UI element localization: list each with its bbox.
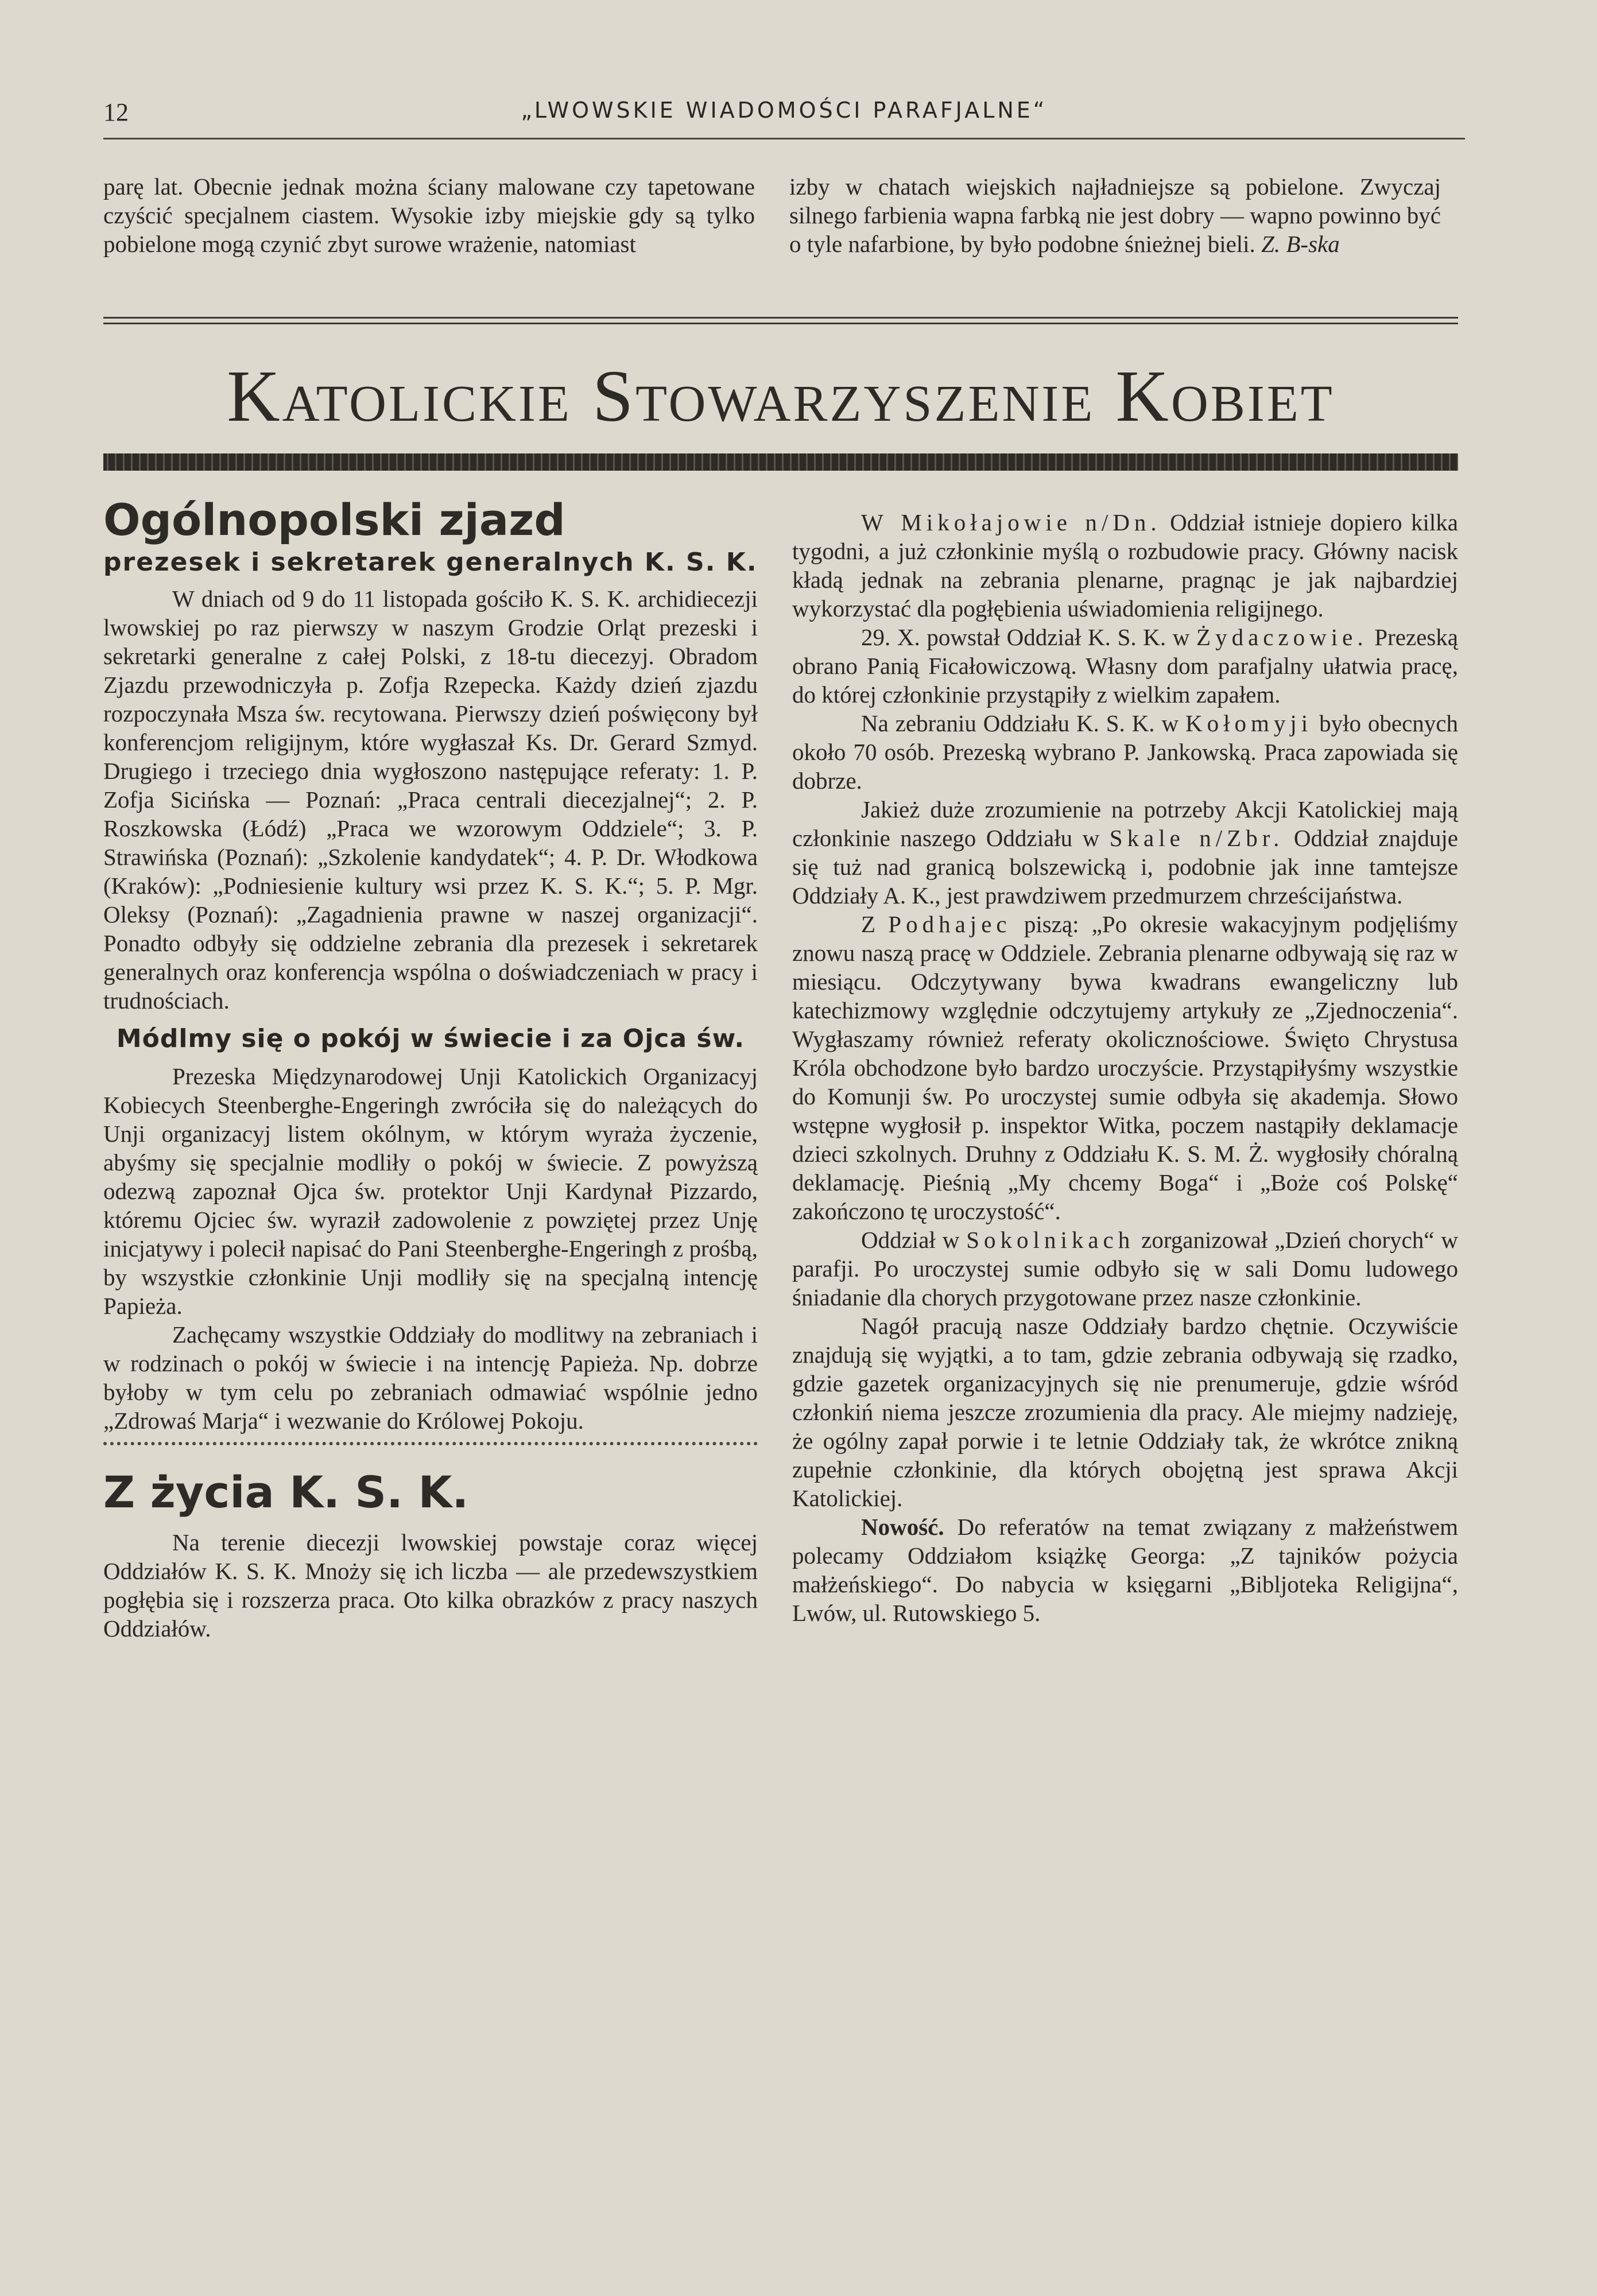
page-number: 12 <box>103 98 129 126</box>
section-ornament-band <box>103 453 1458 471</box>
article-title-life: Z życia K. S. K. <box>103 1467 469 1518</box>
article-paragraph: W dniach od 9 do 11 listopada gościło K. S. K. archidiecezji lwowskiej po raz pierwszy w naszym Grodzie Orląt prezeski i sekretarki generalne z całej Polski, z 18-tu diecezyj. Obradom Zjazdu przewodniczyła p. Zofja Rzepecka. Każdy dzień zjazdu rozpoczynała Msza św. recytowana. Pierwszy dzień poświęcony był konferencjom religijnym, które wygłaszał Ks. Dr. Gerard Szmyd. Drugiego i trzeciego dnia wygłoszono następujące referaty: 1. P. Zofja Sicińska — Poznań: „Praca centrali diecezjalnej“; 2. P. Roszkowska (Łódź) „Praca we wzorowym Oddziele“; 3. P. Strawińska (Poznań): „Szkolenie kandydatek“; 4. P. Dr. Włodkowa (Kraków): „Podniesienie kultury wsi przez K. S. K.“; 5. P. Mgr. Oleksy (Poznań): „Zagadnienia prawne w naszej organizacji“. Ponadto odbyły się oddzielne zebrania dla prezesek i sekretarek generalnych oraz konferencja wspólna o doświadczeniach w pracy i trudnościach. <box>103 585 758 1014</box>
place-name: Podhajec <box>888 911 1011 937</box>
place-name: Żydaczowie. <box>1196 624 1368 650</box>
report-kolomyja <box>792 709 1458 795</box>
report-text: Z <box>861 911 889 937</box>
article-subtitle-congress: prezesek i sekretarek generalnych K. S. K. <box>103 548 758 577</box>
section-rule-top <box>103 317 1458 319</box>
report-text: Na zebraniu Oddziału K. S. K. w <box>861 710 1185 736</box>
place-name: Kołomyji <box>1185 710 1313 736</box>
report-text: było obecnych około 70 osób. Prezeską wybrano P. Jankowską. Praca zapowiada się dobrze. <box>792 710 1458 794</box>
report-summary: Nagół pracują nasze Oddziały bardzo chętnie. Oczywiście znajdują się wyjątki, a to tam, gdzie zebrania odbywają się rzadko, gdzie gazetek organizacyjnych się nie prenumeruje, gdzie wśród członkiń niema jeszcze zrozumienia dla pracy. Ale miejmy nadzieję, że ogólny zapał porwie i te letnie Oddziały tak, że wkrótce znikną zupełnie członkinie, dla których obojętną jest sprawa Akcji Katolickiej. <box>792 1313 1458 1511</box>
report-text: Prezeską obrano Panią Ficałowiczową. Własny dom parafjalny ułatwia pracę, do której członkinie przystąpiły z wielkim zapałem. <box>792 624 1458 708</box>
report-mikolajow <box>792 508 1458 623</box>
article-paragraph: Zachęcamy wszystkie Oddziały do modlitwy na zebraniach i w rodzinach o pokój w świecie i na intencję Papieża. Np. dobrze byłoby w tym celu po zebraniach odmawiać wspólnie jedno „Zdrowaś Marja“ i wezwanie do Królowej Pokoju. <box>103 1321 758 1434</box>
report-novelty <box>792 1512 1458 1627</box>
top-continuation <box>103 172 1458 339</box>
report-text: Do referatów na temat związany z małżeństwem polecamy Oddziałom książkę Georga: „Z tajników pożycia małżeńskiego“. Do nabycia w księgarni „Bibljoteka Religijna“, Lwów, ul. Rutowskiego 5. <box>792 1514 1458 1626</box>
report-sokolniki <box>792 1225 1458 1312</box>
report-text: 29. X. powstał Oddział K. S. K. w <box>861 624 1197 650</box>
right-column <box>792 508 1458 2287</box>
place-name: Skale n/Zbr. <box>1109 825 1284 851</box>
article-title-prayer: Módlmy się o pokój w świecie i za Ojca św. <box>116 1024 745 1053</box>
top-continuation-right-text: izby w chatach wiejskich najładniejsze są pobielone. Zwyczaj silnego farbienia wapna farbką nie jest dobry — wapno powinno być o tyle nafarbione, by było podobne śnieżnej bieli. <box>789 173 1441 257</box>
article-title-congress: Ogólnopolski zjazd <box>103 494 565 545</box>
dotted-separator <box>103 1442 758 1450</box>
article-paragraph: Na terenie diecezji lwowskiej powstaje coraz więcej Oddziałów K. S. K. Mnoży się ich liczba — ale przedewszystkiem pogłębia się i rozszerza praca. Oto kilka obrazków z pracy naszych Oddziałów. <box>103 1529 758 1642</box>
novelty-label: Nowość. <box>861 1514 944 1540</box>
place-name: Sokolnikach <box>966 1227 1135 1253</box>
report-podhajce <box>792 910 1458 1225</box>
report-text: Oddział istnieje dopiero kilka tygodni, a już członkinie myślą o rozbudowie pracy. Główny nacisk kładą jednak na zebrania plenarne, pragnąc je jak najbardziej wykorzystać dla pogłębienia uświadomienia religijnego. <box>792 509 1458 622</box>
report-zydaczow <box>792 623 1458 709</box>
left-column <box>103 494 758 2273</box>
author-signature: Z. B-ska <box>1261 231 1340 257</box>
top-continuation-left: parę lat. Obecnie jednak można ściany malowane czy tapetowane czyścić specjalnem ciastem. Wysokie izby miejskie gdy są tylko pobielone mogą czynić zbyt surowe wrażenie, natomiast <box>103 173 755 257</box>
report-text: Jakież duże zrozumienie na potrzeby Akcji Katolickiej mają członkinie naszego Oddziału w <box>792 796 1458 851</box>
report-text: Oddział znajduje się tuż nad granicą bolszewicką i, podobnie jak inne tamtejsze Oddziały A. K., jest prawdziwem przedmurzem chrześcijaństwa. <box>792 825 1459 909</box>
report-skala <box>792 795 1458 910</box>
section-heading: Katolickie Stowarzyszenie Kobiet <box>227 355 1335 437</box>
journal-title: „LWOWSKIE WIADOMOŚCI PARAFJALNE“ <box>521 98 1048 123</box>
report-text: zorganizował „Dzień chorych“ w parafji. Po uroczystej sumie odbyło się w sali Domu ludowego śniadanie dla chorych przygotowane przez nasze członkinie. <box>792 1227 1458 1310</box>
place-name: W Mikołajowie n/Dn. <box>861 509 1161 536</box>
report-text: Oddział w <box>861 1227 967 1253</box>
top-continuation-right <box>789 172 1441 258</box>
article-paragraph: Prezeska Międzynarodowej Unji Katolickich Organizacyj Kobiecych Steenberghe-Engeringh zwróciła się do należących do Unji organizacyj listem okólnym, w którym wyraża życzenie, abyśmy się specjalnie modliły o pokój w świecie. Z powyższą odezwą zapoznał Ojca św. protektor Unji Kardynał Pizzardo, któremu Ojciec św. wyraził zadowolenie z powziętej przez Unję inicjatywy i polecił napisać do Pani Steenberghe-Engeringh z prośbą, by wszystkie członkinie Unji modliły się na specjalną intencję Papieża. <box>103 1063 758 1319</box>
running-head <box>103 98 1465 139</box>
report-text: piszą: „Po okresie wakacyjnym podjęliśmy znowu naszą pracę w Oddziele. Zebrania plenarne odbywają się raz w miesiącu. Odczytywany bywa kwadrans ewangeliczny lub katechizmowy względnie odczytujemy artykuły ze „Zjednoczenia“. Wygłaszamy również referaty okolicznościowe. Święto Chrystusa Króla obchodzone było bardzo uroczyście. Przystąpiłyśmy wszystkie do Komunji św. Po uroczystej sumie odbyła się akademja. Słowo wstępne wygłosił p. inspektor Witka, poczem nastąpiły deklamacje dzieci szkolnych. Druhny z Oddziału K. S. M. Ż. wygłosiły chóralną deklamację. Pieśnią „My chcemy Boga“ i „Boże coś Polskę“ zakończono tę uroczystość“. <box>792 911 1459 1224</box>
section-rule-top-second <box>103 323 1458 324</box>
